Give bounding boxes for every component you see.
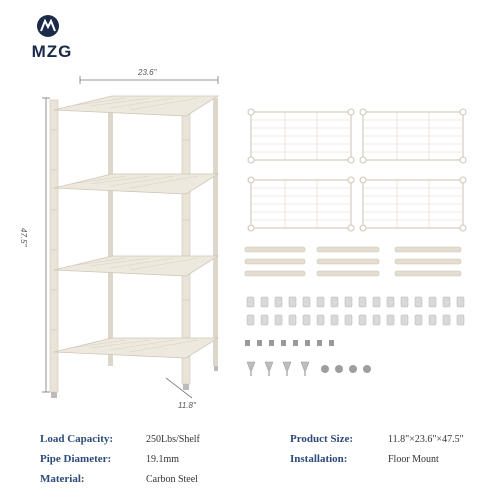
installation-label: Installation: (290, 453, 348, 465)
connector-bolts (243, 336, 343, 348)
load-capacity-label: Load Capacity: (40, 433, 114, 445)
product-size-value: 11.8"×23.6"×47.5" (388, 434, 464, 445)
load-capacity-value: 250Lbs/Shelf (146, 434, 200, 445)
wire-panels (243, 108, 473, 236)
leveling-feet (243, 358, 383, 380)
height-dimension: 47.5" (19, 228, 28, 247)
pole-tubes (243, 245, 473, 281)
installation-value: Floor Mount (388, 454, 439, 465)
material-value: Carbon Steel (146, 474, 198, 485)
material-label: Material: (40, 473, 85, 485)
width-dimension: 23.6" (138, 68, 157, 77)
spec-table (0, 425, 500, 500)
pipe-diameter-label: Pipe Diameter: (40, 453, 112, 465)
pipe-diameter-value: 19.1mm (146, 454, 180, 465)
product-size-label: Product Size: (290, 433, 354, 445)
shelf-illustration (20, 60, 250, 420)
plastic-sleeves (243, 295, 473, 329)
depth-dimension: 11.8" (178, 401, 196, 410)
brand-logo-text: MZG (31, 42, 73, 61)
